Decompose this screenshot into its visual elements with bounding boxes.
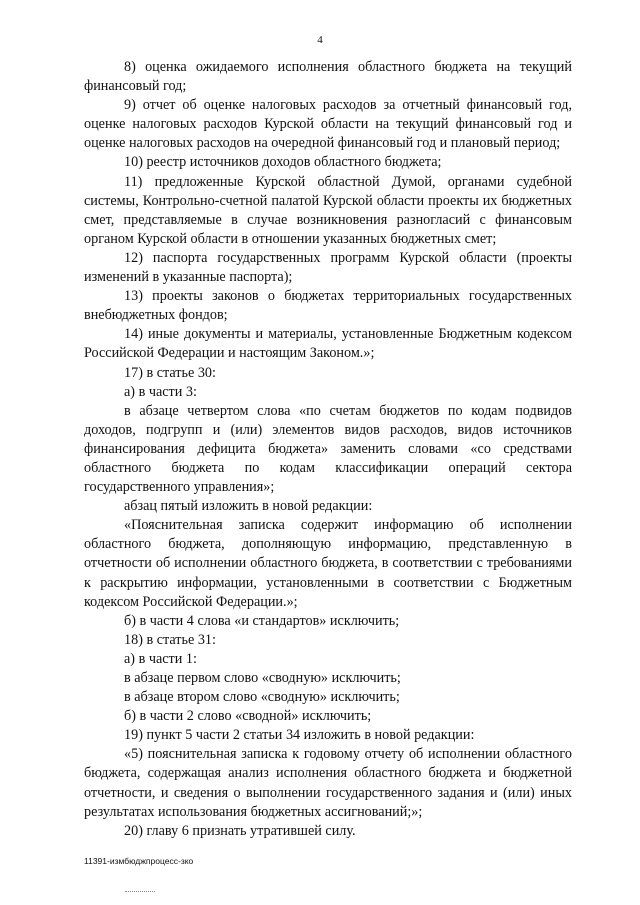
paragraph-abzac-4: в абзаце четвертом слова «по счетам бюджетов по кодам подвидов доходов, подгрупп и (или) элементов видов расходов, видов источников финансирования дефицита бюджета» заменить словами «со средствами областного бюджета по кодам классификации операций сектора государственного управления»; [84, 402, 572, 496]
paragraph-part-3: а) в части 3: [124, 383, 197, 400]
paragraph-item-13: 13) проекты законов о бюджетах территориальных государственных внебюджетных фондов; [84, 288, 572, 324]
document-code: 11391-измбюджпроцесс-зко [84, 856, 194, 866]
paragraph-item-5-annual-report: «5) пояснительная записка к годовому отчету об исполнении областного бюджета, содержащая анализ исполнения областного бюджета и бюджетной отчетности, и сведения о выполнении государственного задания и (или) иных результатах использования бюджетных ассигнований;»; [84, 746, 572, 820]
paragraph-abzac-1: в абзаце первом слово «сводную» исключить; [124, 670, 401, 686]
scan-artifact [125, 891, 155, 894]
paragraph-part-4: б) в части 4 слова «и стандартов» исключить; [124, 612, 400, 629]
paragraph-article-30: 17) в статье 30: [124, 364, 216, 381]
paragraph-chapter-6: 20) главу 6 признать утратившей силу. [124, 822, 356, 839]
document-body [84, 58, 572, 841]
paragraph-article-34: 19) пункт 5 части 2 статьи 34 изложить в новой редакции: [124, 727, 475, 744]
paragraph-item-14: 14) иные документы и материалы, установленные Бюджетным кодексом Российской Федерации и настоящим Законом.»; [84, 326, 572, 362]
page-number: 4 [317, 34, 323, 46]
paragraph-abzac-2: в абзаце втором слово «сводную» исключить; [124, 689, 400, 706]
paragraph-item-9: 9) отчет об оценке налоговых расходов за отчетный финансовый год, оценке налоговых расходов Курской области на текущий финансовый год и оценке налоговых расходов на очередной финансовый год и плановый период; [84, 97, 572, 152]
paragraph-item-10: 10) реестр источников доходов областного бюджета; [124, 154, 442, 171]
paragraph-item-8: 8) оценка ожидаемого исполнения областного бюджета на текущий финансовый год; [84, 59, 572, 95]
paragraph-abzac-5-intro: абзац пятый изложить в новой редакции: [124, 498, 373, 515]
paragraph-item-12: 12) паспорта государственных программ Курской области (проекты изменений в указанные паспорта); [84, 249, 572, 286]
paragraph-article-31: 18) в статье 31: [124, 631, 216, 648]
paragraph-item-11: 11) предложенные Курской областной Думой, органами судебной системы, Контрольно-счетной палатой Курской области проекты их бюджетных смет, представляемые в случае возникновения разногласий с финансовым органом Курской области в отношении указанных бюджетных смет; [84, 173, 572, 247]
paragraph-part-2: б) в части 2 слово «сводной» исключить; [124, 708, 372, 725]
paragraph-explanatory-note: «Пояснительная записка содержит информацию об исполнении областного бюджета, дополняющую информацию, представленную в отчетности об исполнении областного бюджета, в соответствии с требованиями к раскрытию информации, установленными в соответствии с Бюджетным кодексом Российской Федерации.»; [84, 517, 572, 610]
paragraph-part-1: а) в части 1: [124, 650, 197, 667]
